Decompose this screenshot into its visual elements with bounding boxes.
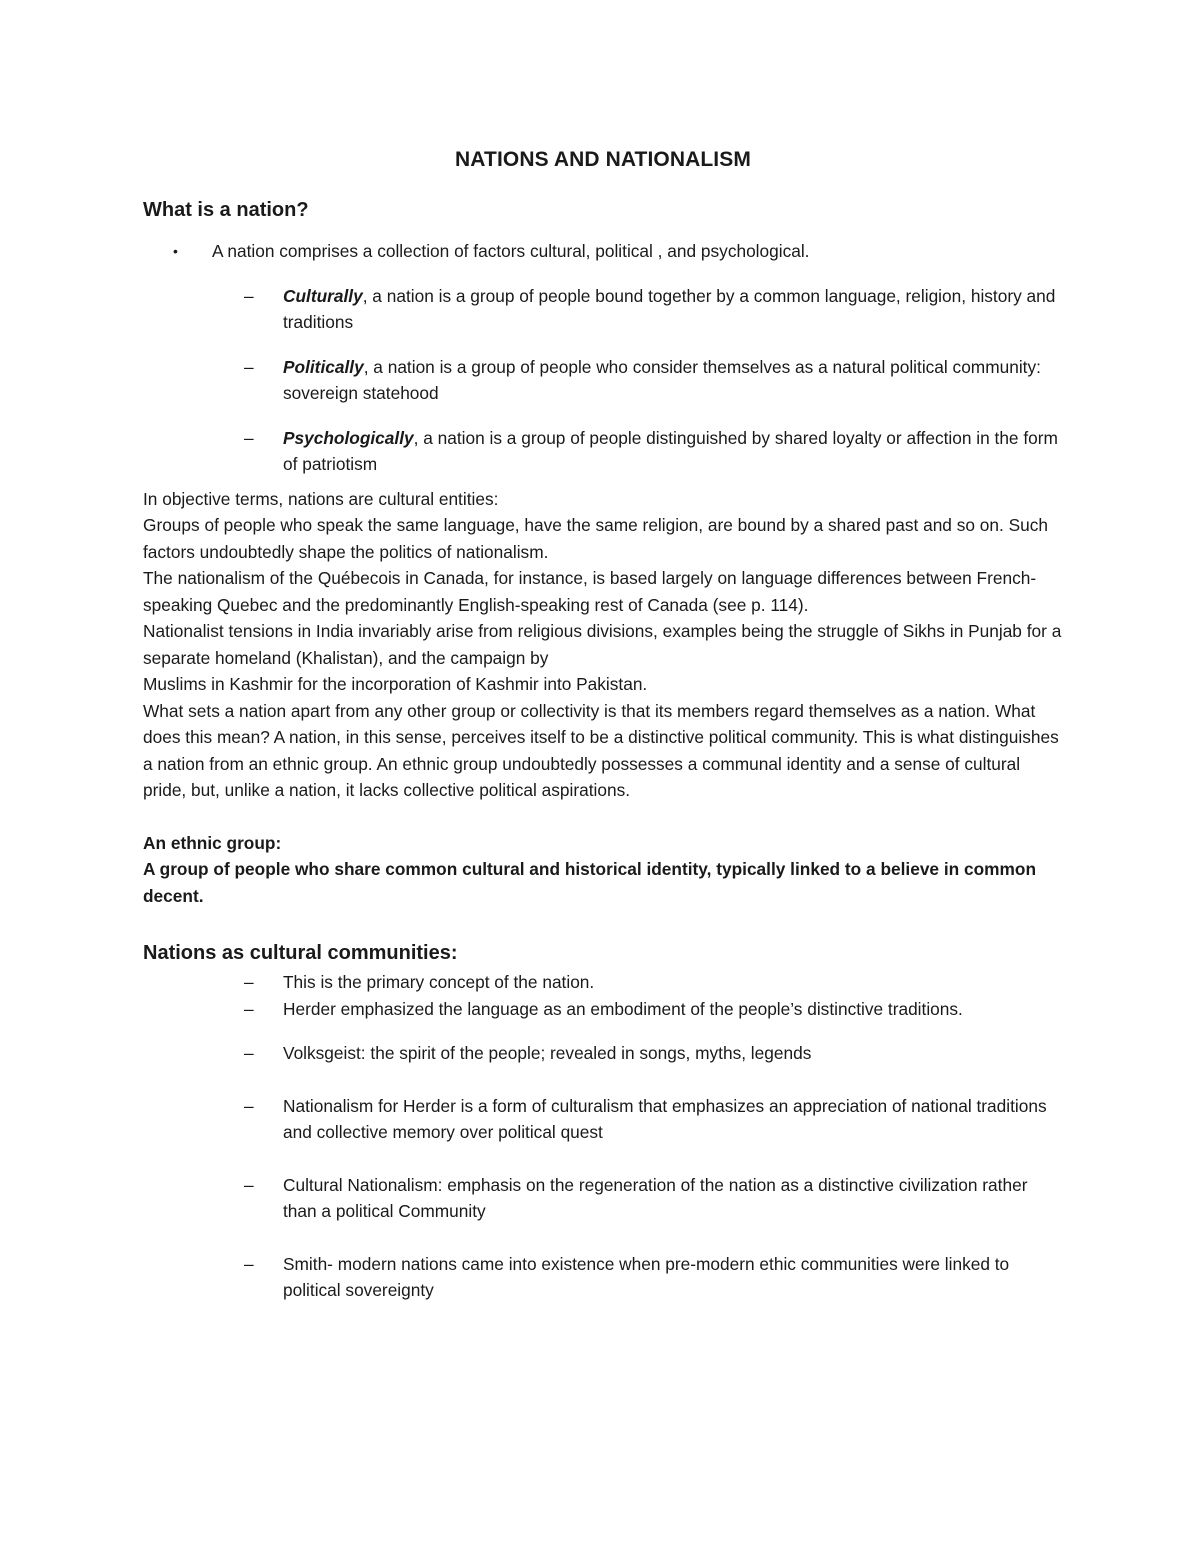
body-line: Groups of people who speak the same language, have the same religion, are bound by a shared past and so on. Such factors undoubtedly shape the politics of nationalism. [143, 515, 1048, 562]
dash-mark: – [244, 1174, 254, 1195]
document-title: NATIONS AND NATIONALISM [455, 148, 751, 171]
body-paragraphs [143, 486, 1063, 804]
bullet-text: A nation comprises a collection of factors cultural, political , and psychological. [212, 241, 810, 261]
list-item-text: Volksgeist: the spirit of the people; revealed in songs, myths, legends [283, 1043, 812, 1063]
body-line: Nationalist tensions in India invariably arise from religious divisions, examples being the struggle of Sikhs in Punjab for a separate homeland (Khalistan), and the campaign by [143, 621, 1062, 668]
list-item-text: Cultural Nationalism: emphasis on the regeneration of the nation as a distinctive civilization rather than a political Community [283, 1174, 1028, 1221]
term-psychologically: Psychologically [283, 427, 414, 448]
dash-mark: – [244, 1043, 254, 1063]
cultural-communities-list [143, 969, 1063, 1304]
term-culturally: Culturally [283, 285, 363, 306]
list-item [143, 1172, 1063, 1225]
term-politically: Politically [283, 356, 364, 377]
body-line: What sets a nation apart from any other group or collectivity is that its members regard themselves as a nation. What does this mean? A nation, in this sense, perceives itself to be a distinctive political community. This is what distinguishes a nation from an ethnic group. An ethnic group undoubtedly possesses a communal identity and a sense of cultural pride, but, unlike a nation, it lacks collective political aspirations. [143, 700, 1059, 800]
dash-item-politically [143, 354, 1063, 407]
ethnic-group-heading: An ethnic group: [143, 832, 282, 853]
dash-mark: – [244, 1095, 254, 1116]
bullet-item [143, 238, 1063, 265]
document-content [143, 146, 1063, 1304]
dash-mark: – [244, 998, 254, 1019]
dash-text: , a nation is a group of people distinguished by shared loyalty or affection in the form of patriotism [283, 427, 1058, 474]
dash-item-psychologically [143, 425, 1063, 478]
ethnic-group-text: A group of people who share common cultural and historical identity, typically linked to a believe in common decent. [143, 859, 1037, 906]
dash-mark: – [244, 285, 254, 306]
dash-mark: – [244, 1253, 254, 1274]
section-heading-cultural-communities: Nations as cultural communities: [143, 942, 458, 964]
dash-mark: – [244, 427, 254, 448]
list-item-text: Nationalism for Herder is a form of culturalism that emphasizes an appreciation of national traditions and collective memory over political quest [283, 1095, 1047, 1142]
list-item-text: Smith- modern nations came into existence when pre-modern ethic communities were linked to political sovereignty [283, 1253, 1010, 1300]
dash-text: , a nation is a group of people bound together by a common language, religion, history and traditions [283, 285, 1056, 332]
list-item-text: This is the primary concept of the nation. [283, 972, 595, 992]
section-heading-what-is-a-nation: What is a nation? [143, 199, 309, 221]
list-item [143, 1093, 1063, 1146]
body-line: In objective terms, nations are cultural entities: [143, 488, 499, 509]
bullet-mark: • [173, 243, 178, 259]
list-item [143, 1040, 1063, 1067]
list-item [143, 969, 1063, 996]
body-line: Muslims in Kashmir for the incorporation of Kashmir into Pakistan. [143, 674, 648, 694]
list-item [143, 1251, 1063, 1304]
dash-mark: – [244, 972, 254, 992]
body-line: The nationalism of the Québecois in Canada, for instance, is based largely on language differences between French-speaking Quebec and the predominantly English-speaking rest of Canada (see p. 114). [143, 568, 1037, 615]
ethnic-group-definition [143, 830, 1063, 910]
dash-item-culturally [143, 283, 1063, 336]
dash-mark: – [244, 356, 254, 377]
list-item-text: Herder emphasized the language as an embodiment of the people’s distinctive traditions. [283, 998, 963, 1019]
dash-text: , a nation is a group of people who consider themselves as a natural political community: sovereign statehood [283, 356, 1041, 403]
list-item [143, 996, 1063, 1023]
